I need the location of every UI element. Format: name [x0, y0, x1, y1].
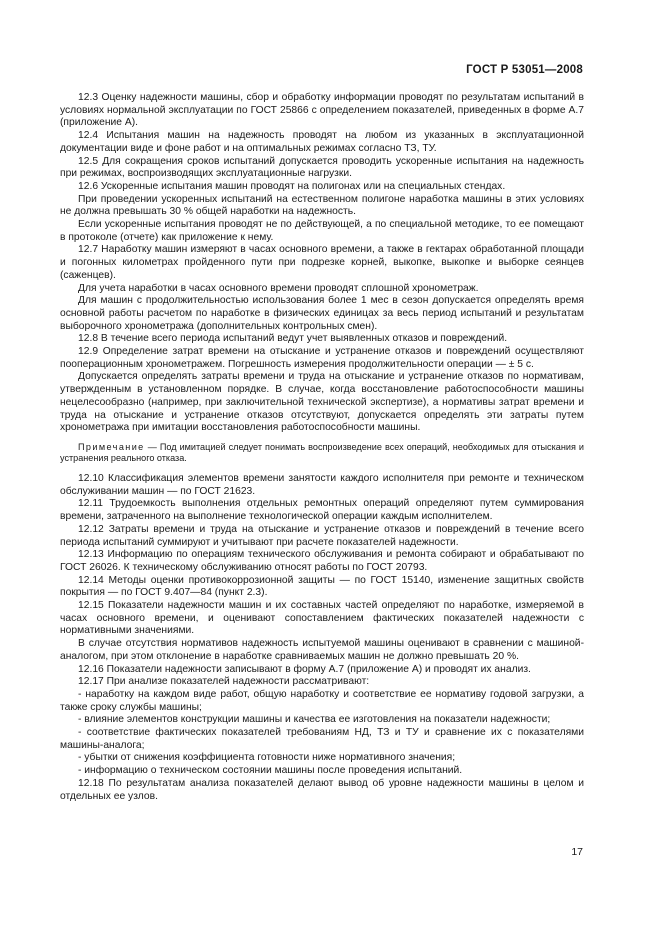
paragraph: В случае отсутствия нормативов надежность испытуемой машины оценивают в сравнении с машиной-аналогом, при этом отклонение в наработке сравниваемых машин не должно превышать 20 %. — [60, 638, 584, 662]
paragraph-12-15: 12.15 Показатели надежности машин и их составных частей определяют по наработке, измеряемой в часах основного времени, и оценивают сопоставлением фактических показателей надежности с нормативными значениями. — [60, 600, 584, 637]
document-body — [60, 92, 584, 803]
paragraph-12-14: 12.14 Методы оценки противокоррозионной защиты — по ГОСТ 15140, изменение защитных свойств покрытия — по ГОСТ 9.407—84 (пункт 2.3). — [60, 574, 584, 599]
paragraph-12-8: 12.8 В течение всего периода испытаний ведут учет выявленных отказов и повреждений. — [78, 333, 508, 345]
note-label: Примечание — [78, 441, 145, 452]
paragraph: Для машин с продолжительностью использования более 1 мес в сезон допускается определять время основной работы расчетом по наработке в физических единицах за весь период испытаний и результатам выборочного хронометража (дополнительных контрольных смен). — [60, 295, 584, 332]
paragraph-12-16: 12.16 Показатели надежности записывают в форму А.7 (приложение А) и проводят их анализ. — [78, 663, 531, 675]
note — [60, 442, 584, 465]
paragraph-12-4: 12.4 Испытания машин на надежность проводят на любом из указанных в эксплуатационной документации виде и фоне работ и на оптимальных режимах согласно ТЗ, ТУ. — [60, 130, 584, 154]
paragraph-12-17: 12.17 При анализе показателей надежности рассматривают: — [78, 676, 370, 688]
paragraph: При проведении ускоренных испытаний на естественном полигоне наработка машины в этих условиях не должна превышать 30 % общей наработки на надежность. — [60, 193, 584, 218]
paragraph: Для учета наработки в часах основного времени проводят сплошной хронометраж. — [78, 282, 479, 294]
note-text: — Под имитацией следует понимать воспроизведение всех операций, необходимых для отыскания и устранения реального отказа. — [60, 441, 584, 464]
paragraph-12-9: 12.9 Определение затрат времени на отыскание и устранение отказов и повреждений осуществляют пооперационным хронометражем. Погрешность измерения продолжительности операции — ± 5 с. — [60, 346, 584, 370]
list-item: - влияние элементов конструкции машины и качества ее изготовления на показатели надежности; — [78, 714, 551, 726]
list-item: - соответствие фактических показателей требованиям НД, ТЗ и ТУ и сравнение их с показателями машины-аналога; — [60, 727, 584, 751]
paragraph-12-6: 12.6 Ускоренные испытания машин проводят на полигонах или на специальных стендах. — [78, 180, 506, 192]
page-number: 17 — [571, 846, 583, 858]
list-item: - убытки от снижения коэффициента готовности ниже нормативного значения; — [78, 752, 456, 764]
paragraph: Допускается определять затраты времени и труда на отыскание и устранение отказов по нормативам, утвержденным в установленном порядке. В случае, когда восстановление работоспособности машины нецелесообразно (например, при заключительной технической экспертизе), а нормативы затрат времени и труда на отыскание и устранение отказов отсутствуют, допускается определять эти затраты путем хронометража при имитации восстановления работоспособности машины. — [60, 371, 584, 434]
paragraph-12-7: 12.7 Наработку машин измеряют в часах основного времени, а также в гектарах обработанной площади и погонных километрах пройденного пути при подрезке корней, выкопке, выкопке и выборке сеянцев (саженцев). — [60, 244, 584, 281]
paragraph: Если ускоренные испытания проводят не по действующей, а по специальной методике, то ее помещают в протоколе (отчете) как приложение к нему. — [60, 219, 584, 243]
list-item: - наработку на каждом виде работ, общую наработку и соответствие ее нормативу годовой загрузки, а также сроку службы машины; — [60, 688, 584, 713]
list-item: - информацию о техническом состоянии машины после проведения испытаний. — [78, 765, 463, 777]
paragraph-12-10: 12.10 Классификация элементов времени занятости каждого исполнителя при ремонте и техническом обслуживании машин — по ГОСТ 21623. — [60, 472, 584, 497]
document-code-header: ГОСТ Р 53051—2008 — [466, 64, 583, 76]
paragraph-12-5: 12.5 Для сокращения сроков испытаний допускается проводить ускоренные испытания на надежность при режимах, воспроизводящих эксплуатационные нагрузки. — [60, 155, 584, 180]
paragraph-12-12: 12.12 Затраты времени и труда на отыскание и устранение отказов и повреждений в течение всего периода испытаний суммируют и учитывают при расчете показателей надежности. — [60, 523, 584, 548]
paragraph-12-11: 12.11 Трудоемкость выполнения отдельных ремонтных операций определяют путем суммирования времени, затраченного на выполнение технологической операции каждым исполнителем. — [60, 498, 584, 523]
paragraph-12-13: 12.13 Информацию по операциям технического обслуживания и ремонта собирают и обрабатывают по ГОСТ 26026. К техническому обслуживанию относят работы по ГОСТ 20793. — [60, 549, 584, 573]
paragraph-12-18: 12.18 По результатам анализа показателей делают вывод об уровне надежности машины в целом и отдельных ее узлов. — [60, 777, 584, 802]
paragraph-12-3: 12.3 Оценку надежности машины, сбор и обработку информации проводят по результатам испытаний в условиях нормальной эксплуатации по ГОСТ 25866 с определением показателей, приведенных в форме А.7 (приложение А). — [60, 92, 584, 129]
